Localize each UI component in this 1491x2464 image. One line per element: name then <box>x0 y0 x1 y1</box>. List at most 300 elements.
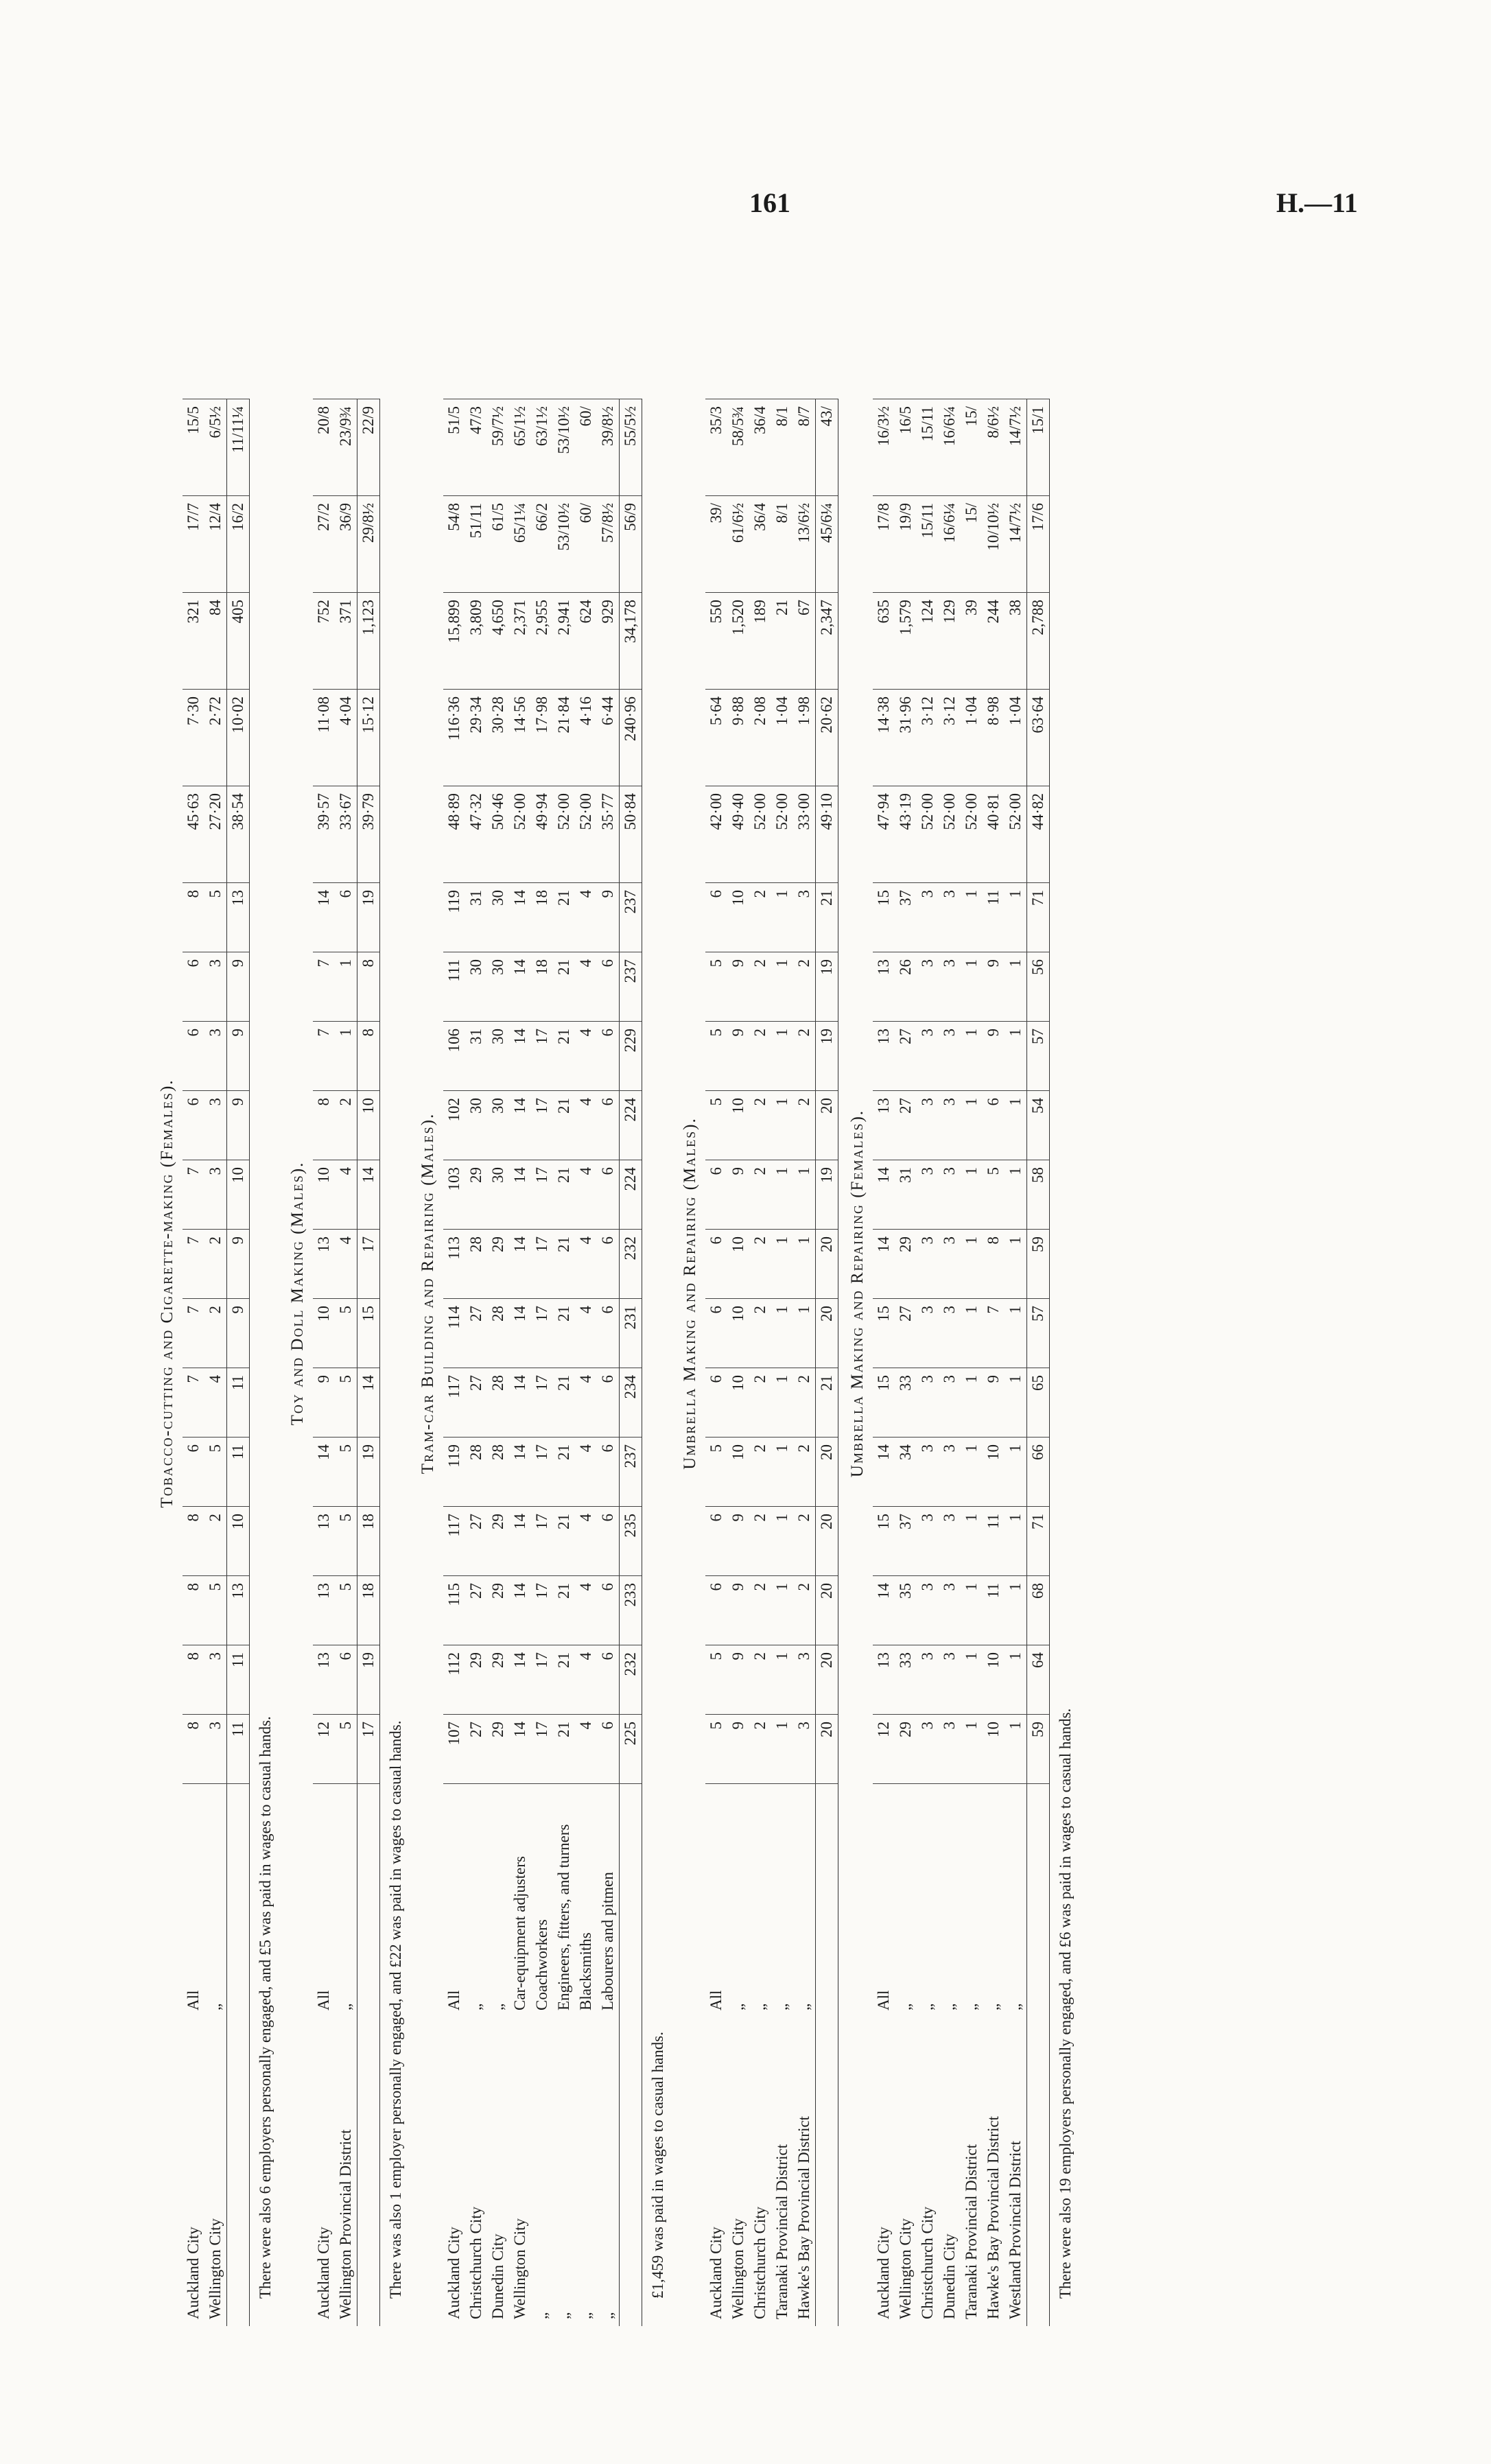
value-cell: 13 <box>313 1645 335 1715</box>
value-cell: 624 <box>575 593 597 690</box>
value-cell: 42·00 <box>705 786 727 883</box>
value-cell: 28 <box>465 1230 487 1299</box>
table-row <box>487 399 509 2327</box>
value-cell: 3 <box>204 1160 227 1230</box>
value-cell: 3 <box>939 1091 961 1160</box>
value-cell: 8/1 <box>771 399 793 496</box>
value-cell: 15 <box>873 1368 895 1438</box>
value-cell: 5 <box>335 1576 357 1645</box>
value-cell: 1 <box>961 1438 983 1507</box>
value-cell: 129 <box>939 593 961 690</box>
value-cell: 1 <box>793 1230 816 1299</box>
value-cell: 17 <box>531 1715 553 1784</box>
value-cell: 3 <box>939 1160 961 1230</box>
value-cell: 2 <box>749 1230 771 1299</box>
value-cell: 33 <box>895 1645 917 1715</box>
value-cell: 8/7 <box>793 399 816 496</box>
total-cell: 19 <box>816 1160 838 1230</box>
class-cell: All <box>183 1784 204 2018</box>
value-cell: 1 <box>771 1299 793 1368</box>
total-cell: 11 <box>227 1368 250 1438</box>
value-cell: 6 <box>705 883 727 952</box>
value-cell: 1 <box>771 1715 793 1784</box>
place-cell: Christchurch City <box>751 2206 768 2319</box>
value-cell: 3 <box>917 1507 939 1576</box>
value-cell: 61/6½ <box>727 496 749 593</box>
table-row <box>575 399 597 2327</box>
value-cell: 3 <box>793 1715 816 1784</box>
value-cell: 14 <box>509 1576 531 1645</box>
value-cell: 15/11 <box>917 399 939 496</box>
value-cell: 10 <box>983 1645 1005 1715</box>
value-cell: 21 <box>553 1091 575 1160</box>
total-cell: 20·62 <box>816 690 838 786</box>
value-cell: 5 <box>335 1715 357 1784</box>
value-cell: 9 <box>727 1507 749 1576</box>
total-cell: 225 <box>620 1715 642 1784</box>
value-cell: 14 <box>873 1230 895 1299</box>
table-row <box>895 399 917 2327</box>
place-cell: Auckland City <box>315 2227 332 2319</box>
value-cell: 3 <box>939 1438 961 1507</box>
total-cell: 11 <box>227 1715 250 1784</box>
value-cell: 10 <box>727 1230 749 1299</box>
value-cell: 9 <box>597 883 620 952</box>
value-cell: 15,899 <box>443 593 465 690</box>
value-cell: 1 <box>771 952 793 1022</box>
value-cell: 14 <box>873 1576 895 1645</box>
value-cell: 3 <box>939 1368 961 1438</box>
value-cell: 11 <box>983 1576 1005 1645</box>
total-cell: 57 <box>1027 1299 1050 1368</box>
value-cell: 14·56 <box>509 690 531 786</box>
value-cell: 52·00 <box>1005 786 1027 883</box>
place-cell: Christchurch City <box>919 2206 936 2319</box>
class-cell <box>227 1784 250 2018</box>
value-cell: 18 <box>531 952 553 1022</box>
total-cell: 8 <box>357 1022 380 1091</box>
value-cell: 1 <box>961 1645 983 1715</box>
value-cell: 38 <box>1005 593 1027 690</box>
value-cell: 1 <box>1005 1091 1027 1160</box>
value-cell: 52·00 <box>749 786 771 883</box>
value-cell: 54/8 <box>443 496 465 593</box>
class-cell <box>1027 1784 1050 2018</box>
value-cell: 1 <box>771 1576 793 1645</box>
value-cell: 1 <box>961 1576 983 1645</box>
place-cell: Hawke's Bay Provincial District <box>795 2115 812 2319</box>
value-cell: 1 <box>961 952 983 1022</box>
value-cell: 15/5 <box>183 399 204 496</box>
value-cell: 1 <box>961 1022 983 1091</box>
class-cell: „ <box>465 1784 487 2018</box>
value-cell: 14 <box>509 952 531 1022</box>
value-cell: 5 <box>335 1438 357 1507</box>
value-cell: 27 <box>465 1368 487 1438</box>
value-cell: 4·04 <box>335 690 357 786</box>
value-cell: 10 <box>727 1299 749 1368</box>
value-cell: 1·98 <box>793 690 816 786</box>
value-cell: 27/2 <box>313 496 335 593</box>
value-cell: 6 <box>597 1507 620 1576</box>
value-cell: 3,809 <box>465 593 487 690</box>
value-cell: 2 <box>749 1091 771 1160</box>
value-cell: 29 <box>895 1715 917 1784</box>
value-cell: 3 <box>939 1299 961 1368</box>
total-cell: 64 <box>1027 1645 1050 1715</box>
value-cell: 33·00 <box>793 786 816 883</box>
value-cell: 116·36 <box>443 690 465 786</box>
value-cell: 6 <box>705 1368 727 1438</box>
value-cell: 31·96 <box>895 690 917 786</box>
total-cell: 68 <box>1027 1576 1050 1645</box>
table-row <box>1005 399 1027 2327</box>
value-cell: 17 <box>531 1160 553 1230</box>
value-cell: 9 <box>727 1645 749 1715</box>
value-cell: 47·94 <box>873 786 895 883</box>
place-cell: Auckland City <box>445 2227 462 2319</box>
value-cell: 31 <box>465 1022 487 1091</box>
value-cell: 17 <box>531 1576 553 1645</box>
value-cell: 57/8½ <box>597 496 620 593</box>
value-cell: 1 <box>1005 1507 1027 1576</box>
value-cell: 4 <box>204 1368 227 1438</box>
value-cell: 4 <box>575 952 597 1022</box>
value-cell: 9 <box>983 1022 1005 1091</box>
value-cell: 107 <box>443 1715 465 1784</box>
total-cell: 2,347 <box>816 593 838 690</box>
value-cell: 6 <box>597 1299 620 1368</box>
value-cell: 102 <box>443 1091 465 1160</box>
value-cell: 52·00 <box>961 786 983 883</box>
value-cell: 27 <box>895 1022 917 1091</box>
value-cell: 30 <box>465 1091 487 1160</box>
value-cell: 9 <box>727 952 749 1022</box>
value-cell: 28 <box>487 1368 509 1438</box>
value-cell: 3 <box>917 1438 939 1507</box>
value-cell: 27 <box>465 1576 487 1645</box>
value-cell: 4 <box>575 1715 597 1784</box>
value-cell: 21 <box>553 883 575 952</box>
value-cell: 4·16 <box>575 690 597 786</box>
value-cell: 14 <box>509 1438 531 1507</box>
value-cell: 6 <box>705 1160 727 1230</box>
value-cell: 37 <box>895 883 917 952</box>
value-cell: 6 <box>705 1576 727 1645</box>
class-cell: All <box>443 1784 465 2018</box>
total-cell: 229 <box>620 1022 642 1091</box>
total-cell: 10·02 <box>227 690 250 786</box>
value-cell: 9 <box>983 952 1005 1022</box>
class-cell <box>357 1784 380 2018</box>
place-cell: Wellington City <box>897 2218 914 2319</box>
table-row <box>553 399 575 2327</box>
value-cell: 2 <box>204 1299 227 1368</box>
value-cell: 1 <box>961 1299 983 1368</box>
total-cell: 234 <box>620 1368 642 1438</box>
value-cell: 29 <box>487 1507 509 1576</box>
value-cell: 6 <box>597 1022 620 1091</box>
value-cell: 14/7½ <box>1005 496 1027 593</box>
value-cell: 35·77 <box>597 786 620 883</box>
value-cell: 17 <box>531 1022 553 1091</box>
value-cell: 4 <box>575 1230 597 1299</box>
total-cell: 15 <box>357 1299 380 1368</box>
value-cell: 13 <box>313 1230 335 1299</box>
value-cell: 5 <box>335 1507 357 1576</box>
value-cell: 30·28 <box>487 690 509 786</box>
table-row <box>509 399 531 2327</box>
value-cell: 189 <box>749 593 771 690</box>
value-cell: 5 <box>705 1715 727 1784</box>
value-cell: 52·00 <box>509 786 531 883</box>
table-row <box>465 399 487 2327</box>
place-cell: Auckland City <box>875 2227 892 2319</box>
value-cell: 51/5 <box>443 399 465 496</box>
value-cell: 8/1 <box>771 496 793 593</box>
place-cell: Dunedin City <box>489 2233 506 2319</box>
value-cell: 7 <box>983 1299 1005 1368</box>
value-cell: 13 <box>873 952 895 1022</box>
value-cell: 29·34 <box>465 690 487 786</box>
total-cell: 20 <box>816 1438 838 1507</box>
value-cell: 6·44 <box>597 690 620 786</box>
total-cell: 49·10 <box>816 786 838 883</box>
total-cell: 11 <box>227 1645 250 1715</box>
value-cell: 29 <box>465 1645 487 1715</box>
value-cell: 1 <box>961 1230 983 1299</box>
value-cell: 58/5¾ <box>727 399 749 496</box>
value-cell: 3 <box>917 1160 939 1230</box>
data-table <box>183 399 250 2326</box>
value-cell: 51/11 <box>465 496 487 593</box>
value-cell: 1 <box>961 883 983 952</box>
place-cell: „ <box>533 2312 550 2319</box>
total-cell: 1,123 <box>357 593 380 690</box>
table-row <box>961 399 983 2327</box>
value-cell: 63/1½ <box>531 399 553 496</box>
value-cell: 26 <box>895 952 917 1022</box>
total-cell: 38·54 <box>227 786 250 883</box>
value-cell: 2,941 <box>553 593 575 690</box>
value-cell: 65/1½ <box>509 399 531 496</box>
value-cell: 3 <box>939 1507 961 1576</box>
value-cell: 9 <box>727 1715 749 1784</box>
value-cell: 33·67 <box>335 786 357 883</box>
value-cell: 8 <box>183 883 204 952</box>
value-cell: 6 <box>597 1438 620 1507</box>
value-cell: 13 <box>873 1091 895 1160</box>
value-cell: 8 <box>183 1576 204 1645</box>
value-cell: 52·00 <box>771 786 793 883</box>
total-cell: 19 <box>357 1645 380 1715</box>
total-cell: 14 <box>357 1160 380 1230</box>
value-cell: 1 <box>771 1507 793 1576</box>
value-cell: 2·72 <box>204 690 227 786</box>
value-cell: 3 <box>917 1299 939 1368</box>
total-cell: 57 <box>1027 1022 1050 1091</box>
value-cell: 6 <box>597 1230 620 1299</box>
value-cell: 12 <box>873 1715 895 1784</box>
value-cell: 60/ <box>575 399 597 496</box>
value-cell: 11·08 <box>313 690 335 786</box>
value-cell: 29 <box>487 1715 509 1784</box>
place-cell <box>816 2017 838 2326</box>
value-cell: 2 <box>749 1438 771 1507</box>
value-cell: 5 <box>204 1438 227 1507</box>
place-cell: Auckland City <box>185 2227 202 2319</box>
value-cell: 6 <box>335 1645 357 1715</box>
table-row <box>204 399 227 2327</box>
value-cell: 2 <box>793 1368 816 1438</box>
value-cell: 2 <box>749 1022 771 1091</box>
value-cell: 1 <box>961 1091 983 1160</box>
total-cell: 17/6 <box>1027 496 1050 593</box>
class-cell: „ <box>749 1784 771 2018</box>
table-row <box>443 399 465 2327</box>
total-cell: 21 <box>816 1368 838 1438</box>
value-cell: 21 <box>553 1507 575 1576</box>
value-cell: 2 <box>793 1576 816 1645</box>
value-cell: 14 <box>509 1645 531 1715</box>
value-cell: 47·32 <box>465 786 487 883</box>
value-cell: 6 <box>183 1022 204 1091</box>
total-cell: 10 <box>357 1091 380 1160</box>
value-cell: 29 <box>895 1230 917 1299</box>
value-cell: 27·20 <box>204 786 227 883</box>
value-cell: 2 <box>204 1507 227 1576</box>
total-row <box>816 399 838 2327</box>
value-cell: 2 <box>749 1576 771 1645</box>
value-cell: 27 <box>895 1091 917 1160</box>
value-cell: 10 <box>727 1091 749 1160</box>
value-cell: 17·98 <box>531 690 553 786</box>
total-cell: 232 <box>620 1230 642 1299</box>
value-cell: 14 <box>509 1715 531 1784</box>
value-cell: 6 <box>705 1507 727 1576</box>
value-cell: 1 <box>1005 1438 1027 1507</box>
value-cell: 1 <box>1005 1576 1027 1645</box>
value-cell: 10 <box>313 1160 335 1230</box>
value-cell: 6/5½ <box>204 399 227 496</box>
value-cell: 15 <box>873 1507 895 1576</box>
value-cell: 9 <box>313 1368 335 1438</box>
class-cell: Labourers and pitmen <box>597 1784 620 2018</box>
value-cell: 6 <box>597 1160 620 1230</box>
value-cell: 5 <box>335 1368 357 1438</box>
place-cell: Hawke's Bay Provincial District <box>985 2115 1002 2319</box>
total-cell: 10 <box>227 1160 250 1230</box>
value-cell: 14 <box>509 883 531 952</box>
value-cell: 52·00 <box>575 786 597 883</box>
value-cell: 3 <box>939 883 961 952</box>
section-note: There were also 19 employers personally engaged, and £6 was paid in wages to casual hands. <box>1057 1708 1074 2299</box>
total-cell: 66 <box>1027 1438 1050 1507</box>
value-cell: 29 <box>487 1645 509 1715</box>
value-cell: 34 <box>895 1438 917 1507</box>
value-cell: 1·04 <box>771 690 793 786</box>
value-cell: 8 <box>183 1715 204 1784</box>
value-cell: 17 <box>531 1299 553 1368</box>
value-cell: 17 <box>531 1507 553 1576</box>
total-cell: 56/9 <box>620 496 642 593</box>
value-cell: 3 <box>917 1645 939 1715</box>
total-cell: 19 <box>816 952 838 1022</box>
value-cell: 49·40 <box>727 786 749 883</box>
class-cell: „ <box>961 1784 983 2018</box>
value-cell: 1 <box>1005 952 1027 1022</box>
table-row <box>727 399 749 2327</box>
value-cell: 1 <box>1005 1645 1027 1715</box>
value-cell: 244 <box>983 593 1005 690</box>
value-cell: 4 <box>575 1507 597 1576</box>
value-cell: 2·08 <box>749 690 771 786</box>
value-cell: 3 <box>204 1715 227 1784</box>
total-cell: 240·96 <box>620 690 642 786</box>
value-cell: 37 <box>895 1507 917 1576</box>
value-cell: 8·98 <box>983 690 1005 786</box>
place-cell <box>227 2017 250 2326</box>
page-number: 161 <box>749 187 790 218</box>
place-cell: Taranaki Provincial District <box>963 2144 980 2319</box>
value-cell: 4 <box>335 1230 357 1299</box>
value-cell: 21 <box>553 1022 575 1091</box>
table-row <box>771 399 793 2327</box>
class-cell: All <box>313 1784 335 2018</box>
value-cell: 31 <box>465 883 487 952</box>
value-cell: 10/10½ <box>983 496 1005 593</box>
place-cell: Wellington City <box>207 2218 224 2319</box>
total-cell: 233 <box>620 1576 642 1645</box>
value-cell: 11 <box>983 883 1005 952</box>
total-cell: 13 <box>227 883 250 952</box>
value-cell: 3 <box>793 1645 816 1715</box>
value-cell: 3 <box>939 1715 961 1784</box>
value-cell: 1 <box>1005 1715 1027 1784</box>
total-cell: 34,178 <box>620 593 642 690</box>
value-cell: 84 <box>204 593 227 690</box>
value-cell: 66/2 <box>531 496 553 593</box>
rotated-table-area <box>158 261 1379 2326</box>
table-row <box>531 399 553 2327</box>
value-cell: 13 <box>313 1576 335 1645</box>
value-cell: 53/10½ <box>553 496 575 593</box>
total-cell: 43/ <box>816 399 838 496</box>
value-cell: 119 <box>443 1438 465 1507</box>
class-cell: „ <box>895 1784 917 2018</box>
value-cell: 1 <box>335 952 357 1022</box>
place-cell: Dunedin City <box>941 2233 958 2319</box>
total-cell: 21 <box>816 883 838 952</box>
total-cell: 50·84 <box>620 786 642 883</box>
total-cell: 232 <box>620 1645 642 1715</box>
value-cell: 3 <box>939 1230 961 1299</box>
value-cell: 3 <box>204 1091 227 1160</box>
value-cell: 2 <box>749 1368 771 1438</box>
total-cell: 54 <box>1027 1091 1050 1160</box>
value-cell: 8 <box>183 1507 204 1576</box>
class-cell: „ <box>335 1784 357 2018</box>
value-cell: 3 <box>939 1576 961 1645</box>
value-cell: 10 <box>983 1715 1005 1784</box>
class-cell: „ <box>793 1784 816 2018</box>
value-cell: 30 <box>487 1091 509 1160</box>
place-cell: Wellington Provincial District <box>337 2129 354 2319</box>
total-cell: 9 <box>227 1091 250 1160</box>
total-cell: 9 <box>227 1299 250 1368</box>
value-cell: 14·38 <box>873 690 895 786</box>
value-cell: 1 <box>961 1368 983 1438</box>
